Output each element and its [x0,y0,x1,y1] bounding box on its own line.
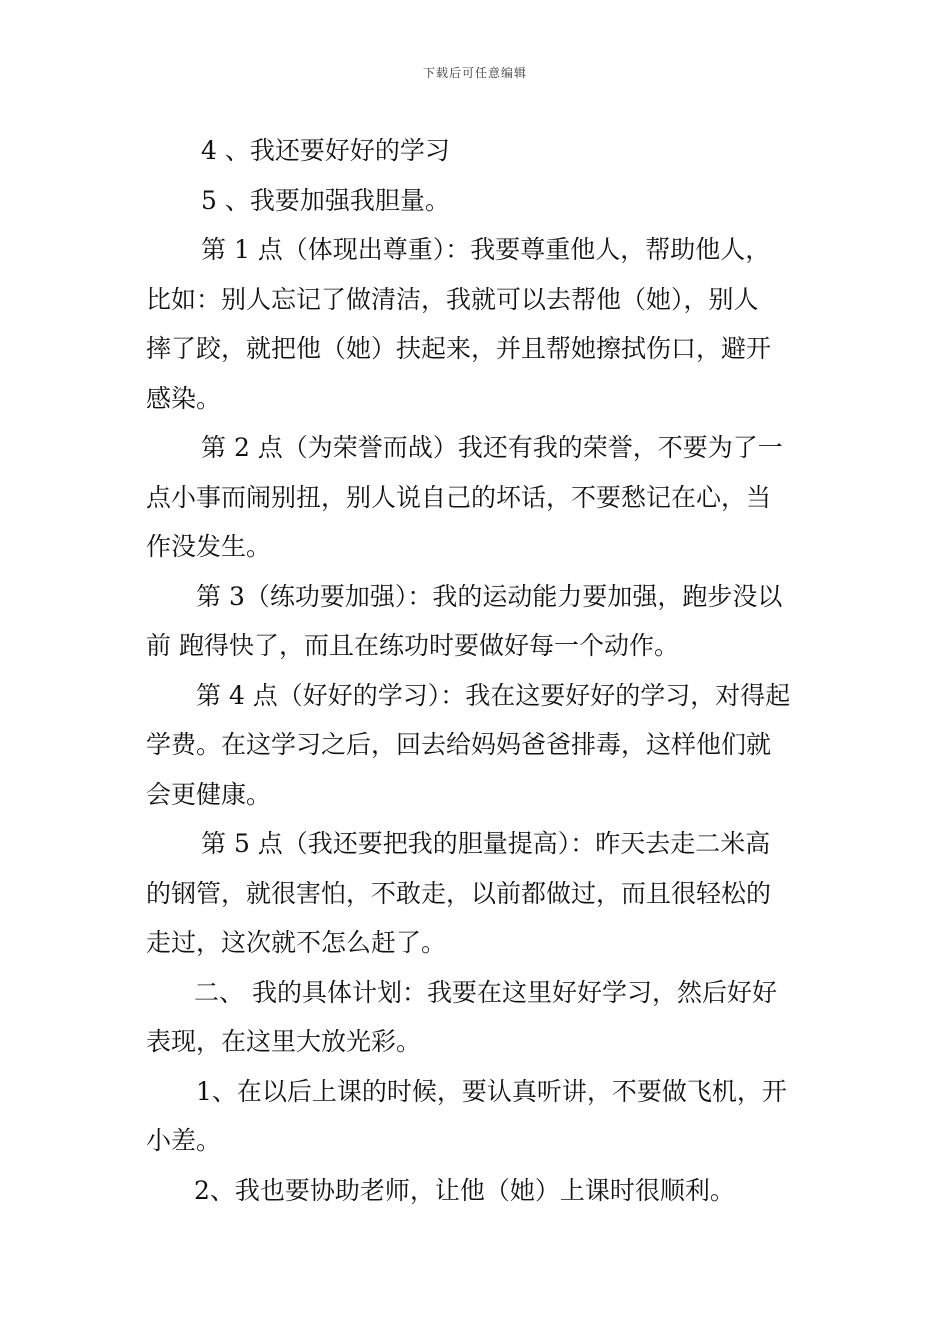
document-body [146,126,808,1215]
page-header: 下载后可任意编辑 [422,66,527,80]
plan-item-1-line-2: 小差。 [146,1126,222,1155]
paragraph-point-5-line-2: 的钢管，就很害怕，不敢走，以前都做过，而且很轻松的 [146,878,772,908]
section-two-heading-line-2: 表现，在这里大放光彩。 [146,1027,422,1056]
paragraph-point-4-line-3: 会更健康。 [146,779,272,809]
plan-item-1-line-1: 1、在以后上课的时候，要认真听讲，不要做飞机，开 [196,1076,787,1106]
paragraph-point-1-line-4: 感染。 [146,383,222,413]
paragraph-point-5-line-3: 走过，这次就不怎么赶了。 [146,928,447,957]
paragraph-point-4-line-1: 第 4 点（好好的学习）：我在这要好好的学习，对得起 [196,680,791,710]
list-item-5: 5 、我要加强我胆量。 [201,185,450,215]
paragraph-point-2-line-2: 点小事而闹别扭，别人说自己的坏话，不要愁记在心，当 [146,482,772,512]
paragraph-point-3-line-1: 第 3（练功要加强）：我的运动能力要加强，跑步没以 [196,581,783,611]
section-two-heading-line-1: 二、 我的具体计划：我要在这里好好学习，然后好好 [194,977,777,1007]
plan-item-2-line-1: 2、我也要协助老师，让他（她）上课时很顺利。 [194,1175,735,1205]
paragraph-point-3-line-2: 前 跑得快了，而且在练功时要做好每一个动作。 [146,631,679,660]
paragraph-point-4-line-2: 学费。在这学习之后，回去给妈妈爸爸排毒，这样他们就 [146,730,772,759]
list-item-4: 4 、我还要好好的学习 [201,136,450,165]
paragraph-point-1-line-2: 比如：别人忘记了做清洁，我就可以去帮他（她），别人 [146,284,759,314]
paragraph-point-2-line-3: 作没发生。 [146,532,272,561]
paragraph-point-1-line-3: 摔了跤，就把他（她）扶起来，并且帮她擦拭伤口，避开 [146,334,772,363]
paragraph-point-1-line-1: 第 1 点（体现出尊重）：我要尊重他人，帮助他人， [201,235,771,264]
paragraph-point-2-line-1: 第 2 点（为荣誉而战）我还有我的荣誉，不要为了一 [201,433,783,462]
paragraph-point-5-line-1: 第 5 点（我还要把我的胆量提高）：昨天去走二米高 [201,829,771,858]
